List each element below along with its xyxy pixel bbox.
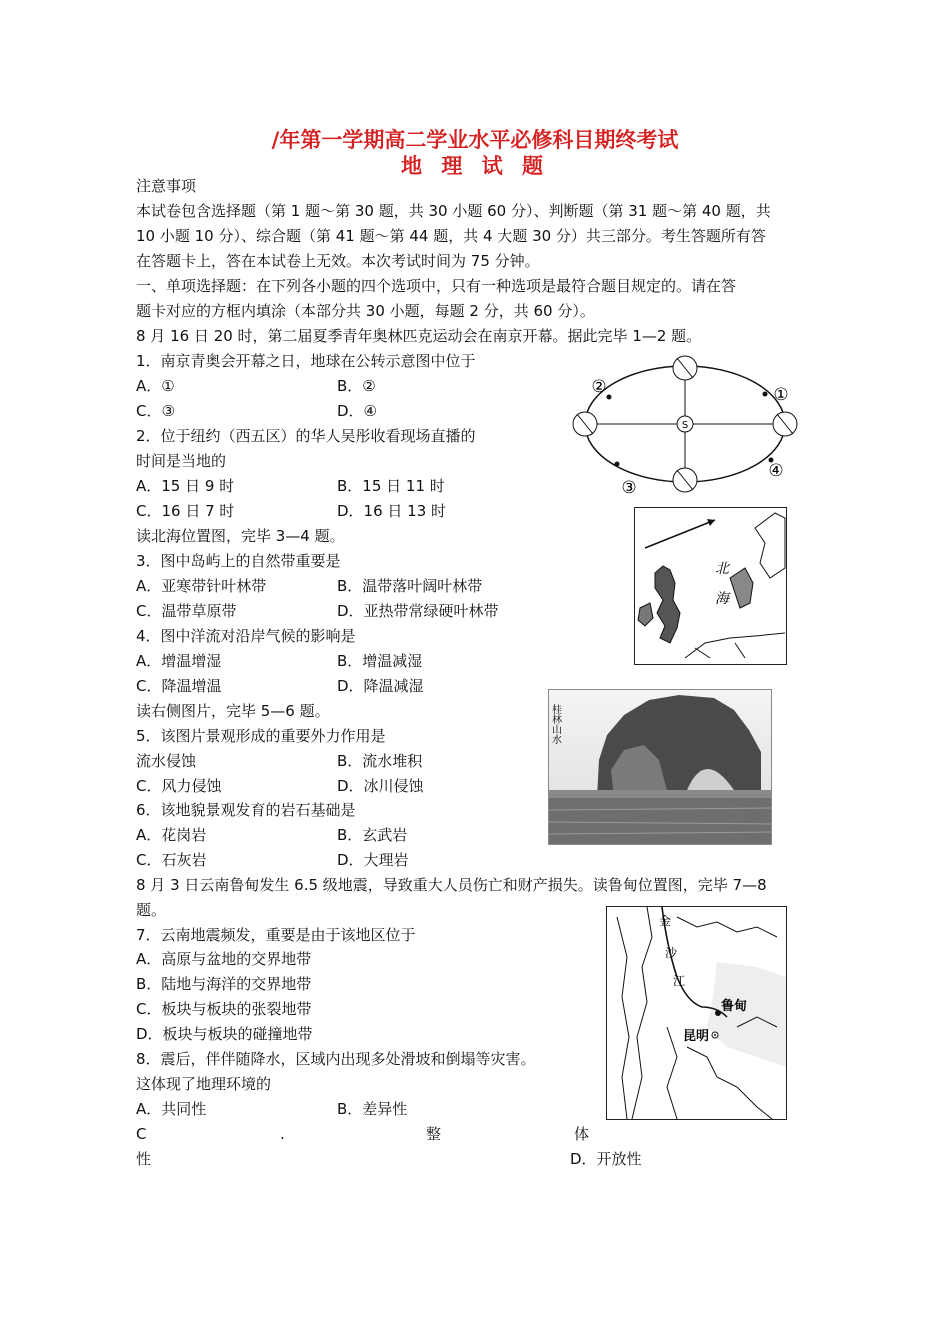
exam-title: /年第一学期高二学业水平必修科目期终考试 xyxy=(271,128,679,152)
q6-option-d: D．大理岩 xyxy=(337,851,409,869)
orbit-label-1: ① xyxy=(773,385,789,405)
notice-line-2: 10 小题 10 分）、综合题（第 41 题～第 44 题，共 4 大题 30 分）共三部分。考生答题所有答 xyxy=(136,227,766,245)
section1-line-2: 题卡对应的方框内填涂（本部分共 30 小题，每题 2 分，共 60 分）。 xyxy=(136,302,595,320)
q1-option-b: B．② xyxy=(337,377,376,395)
question-8-line-2: 这体现了地理环境的 xyxy=(136,1075,272,1093)
north-sea-map xyxy=(634,507,787,665)
q1-option-c: C．③ xyxy=(136,402,175,420)
city-ludian: 鲁甸 xyxy=(721,999,748,1014)
north-sea-label-2: 海 xyxy=(715,591,729,607)
orbit-label-4: ④ xyxy=(768,461,784,481)
q7-option-b: B．陆地与海洋的交界地带 xyxy=(136,975,312,993)
q4-option-b: B．增温减湿 xyxy=(337,652,423,670)
q4-option-a: A．增温增湿 xyxy=(136,652,222,670)
notice-heading: 注意事项 xyxy=(136,177,197,195)
intro-q1-q2: 8 月 16 日 20 时，第二届夏季青年奥林匹克运动会在南京开幕。据此完毕 1—2 题。 xyxy=(136,327,702,345)
exam-subtitle: 地 理 试 题 xyxy=(401,154,549,178)
section1-line-1: 一、单项选择题：在下列各小题的四个选项中，只有一种选项是最符合题目规定的。请在答 xyxy=(136,277,737,295)
river-label-1: 金 xyxy=(659,914,672,928)
q3-option-c: C．温带草原带 xyxy=(136,602,237,620)
q1-option-d: D．④ xyxy=(337,402,377,420)
intro-q3-q4: 读北海位置图，完毕 3—4 题。 xyxy=(136,527,345,545)
q7-option-a: A．高原与盆地的交界地带 xyxy=(136,950,312,968)
intro-q5-q6: 读右侧图片，完毕 5—6 题。 xyxy=(136,702,330,720)
q6-option-a: A．花岗岩 xyxy=(136,826,207,844)
q2-option-d: D．16 日 13 时 xyxy=(337,502,447,520)
q3-option-d: D．亚热带常绿硬叶林带 xyxy=(337,602,499,620)
q7-option-d: D．板块与板块的碰撞地带 xyxy=(136,1025,313,1043)
q4-option-c: C．降温增温 xyxy=(136,677,222,695)
intro-q7-q8-line-2: 题。 xyxy=(136,901,167,919)
notice-line-1: 本试卷包含选择题（第 1 题～第 30 题，共 30 小题 60 分）、判断题（第 31 题～第 40 题，共 xyxy=(136,202,771,220)
question-7: 7．云南地震频发，重要是由于该地区位于 xyxy=(136,926,416,944)
sun-label: S xyxy=(681,420,689,431)
river-label-2: 沙 xyxy=(665,946,678,960)
orbit-diagram xyxy=(565,352,815,500)
q8-option-c-letter: C xyxy=(136,1125,147,1143)
q5-option-a: 流水侵蚀 xyxy=(136,752,197,770)
question-2-line-1: 2．位于纽约（西五区）的华人吴彤收看现场直播的 xyxy=(136,427,476,445)
q5-option-c: C．风力侵蚀 xyxy=(136,777,222,795)
orbit-label-2: ② xyxy=(591,377,607,397)
question-1: 1．南京青奥会开幕之日，地球在公转示意图中位于 xyxy=(136,352,476,370)
question-2-line-2: 时间是当地的 xyxy=(136,452,227,470)
q8-option-a: A．共同性 xyxy=(136,1100,207,1118)
question-3: 3．图中岛屿上的自然带重要是 xyxy=(136,552,341,570)
q5-option-d: D．冰川侵蚀 xyxy=(337,777,424,795)
q8-option-c-char1: 整 xyxy=(426,1125,442,1143)
q6-option-c: C．石灰岩 xyxy=(136,851,207,869)
question-8-line-1: 8．震后，伴伴随降水，区域内出现多处滑坡和倒塌等灾害。 xyxy=(136,1050,536,1068)
q8-option-c-dot: . xyxy=(280,1125,285,1143)
q1-option-a: A．① xyxy=(136,377,175,395)
question-6: 6．该地貌景观发育的岩石基础是 xyxy=(136,801,356,819)
city-kunming: 昆明 xyxy=(683,1029,710,1044)
q7-option-c: C．板块与板块的张裂地带 xyxy=(136,1000,312,1018)
question-4: 4．图中洋流对沿岸气候的影响是 xyxy=(136,627,356,645)
river-label-3: 江 xyxy=(673,974,686,988)
q2-option-c: C．16 日 7 时 xyxy=(136,502,235,520)
q2-option-a: A．15 日 9 时 xyxy=(136,477,235,495)
guilin-caption: 桂林山水 xyxy=(549,704,561,744)
ludian-location-map xyxy=(606,906,787,1120)
orbit-label-3: ③ xyxy=(621,478,637,498)
q2-option-b: B．15 日 11 时 xyxy=(337,477,445,495)
q8-option-b: B．差异性 xyxy=(337,1100,408,1118)
q4-option-d: D．降温减湿 xyxy=(337,677,424,695)
guilin-landscape-photo xyxy=(548,689,772,845)
q8-option-c-char3: 性 xyxy=(136,1150,152,1168)
notice-line-3: 在答题卡上，答在本试卷上无效。本次考试时间为 75 分钟。 xyxy=(136,252,540,270)
north-sea-label-1: 北 xyxy=(715,561,729,577)
q5-option-b: B．流水堆积 xyxy=(337,752,423,770)
question-5: 5．该图片景观形成的重要外力作用是 xyxy=(136,727,386,745)
intro-q7-q8-line-1: 8 月 3 日云南鲁甸发生 6.5 级地震，导致重大人员伤亡和财产损失。读鲁甸位置图，完毕 7—8 xyxy=(136,876,767,894)
q8-option-c-char2: 体 xyxy=(574,1125,590,1143)
q8-option-d: D．开放性 xyxy=(570,1150,642,1168)
q3-option-b: B．温带落叶阔叶林带 xyxy=(337,577,483,595)
q6-option-b: B．玄武岩 xyxy=(337,826,408,844)
q3-option-a: A．亚寒带针叶林带 xyxy=(136,577,267,595)
